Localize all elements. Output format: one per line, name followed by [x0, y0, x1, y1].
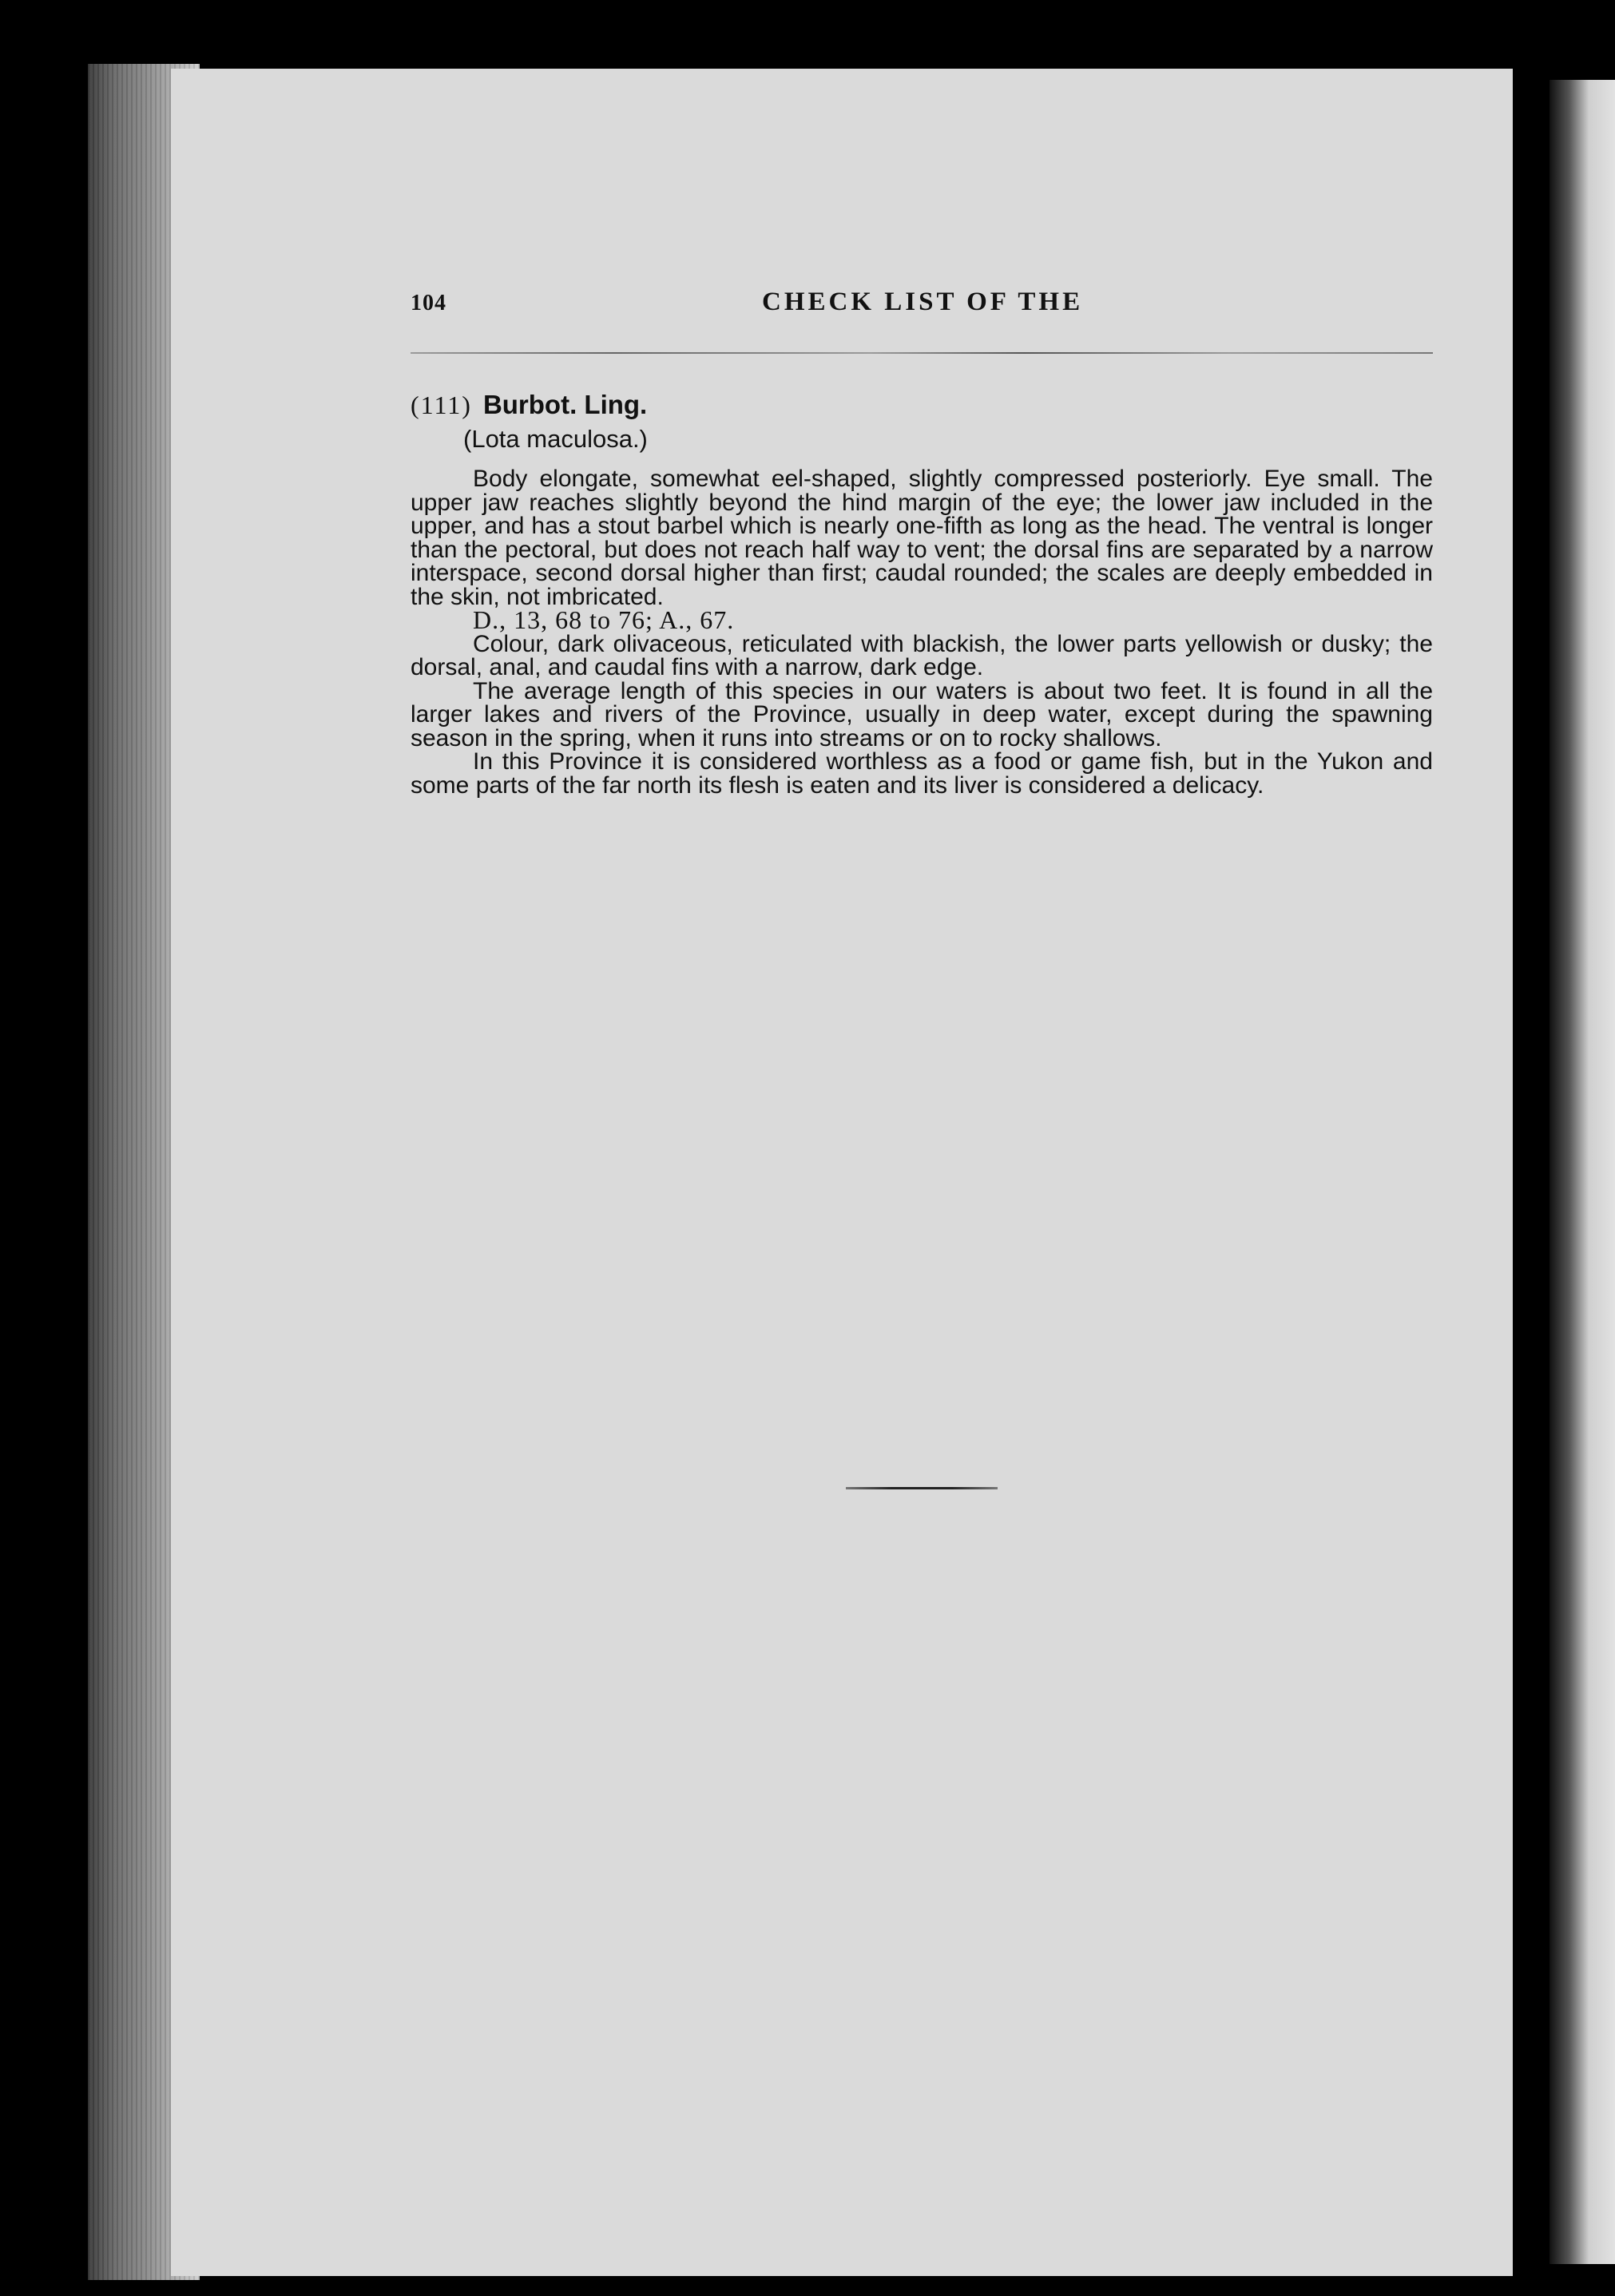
paragraph-colour: Colour, dark olivaceous, reticulated with blackish, the lower parts yellowish or dusky; the dorsal, anal, and caudal fins with a narrow, dark edge. [411, 630, 1433, 680]
running-title: CHECK LIST OF THE [762, 287, 1084, 316]
page-number: 104 [411, 291, 446, 315]
page-sheet [171, 69, 1513, 2276]
paragraph-distribution: The average length of this species in our waters is about two feet. It is found in all the larger lakes and rivers of the Province, usually in deep water, except during the spawning season in the spring, when it runs into streams or on to rocky shallows. [411, 677, 1433, 751]
entry-number: (111) [411, 391, 472, 419]
paragraph-use: In this Province it is considered worthless as a food or game fish, but in the Yukon and some parts of the far north its flesh is eaten and its liver is considered a delicacy. [411, 748, 1433, 799]
paragraph-description: Body elongate, somewhat eel-shaped, slightly compressed posteriorly. Eye small. The upper jaw reaches slightly beyond the hind margin of the eye; the lower jaw included in the upper, and has a stout barbel which is nearly one-fifth as long as the head. The ventral is longer than the pectoral, but does not reach half way to vent; the dorsal fins are separated by a narrow interspace, second dorsal higher than first; caudal rounded; the scales are deeply embedded in the skin, not imbricated. [411, 466, 1433, 610]
entry-body [411, 467, 1433, 797]
section-end-rule [846, 1487, 998, 1489]
entry-heading [411, 390, 647, 421]
running-head [411, 287, 1433, 327]
entry-common-name: Burbot. Ling. [482, 390, 648, 419]
entry-latin-name: (Lota maculosa.) [463, 425, 648, 453]
scan-background [0, 0, 88, 2296]
paragraph-fin-formula: D., 13, 68 to 76; A., 67. [473, 605, 735, 634]
header-rule [411, 352, 1433, 354]
facing-page-edge [1550, 80, 1615, 2264]
